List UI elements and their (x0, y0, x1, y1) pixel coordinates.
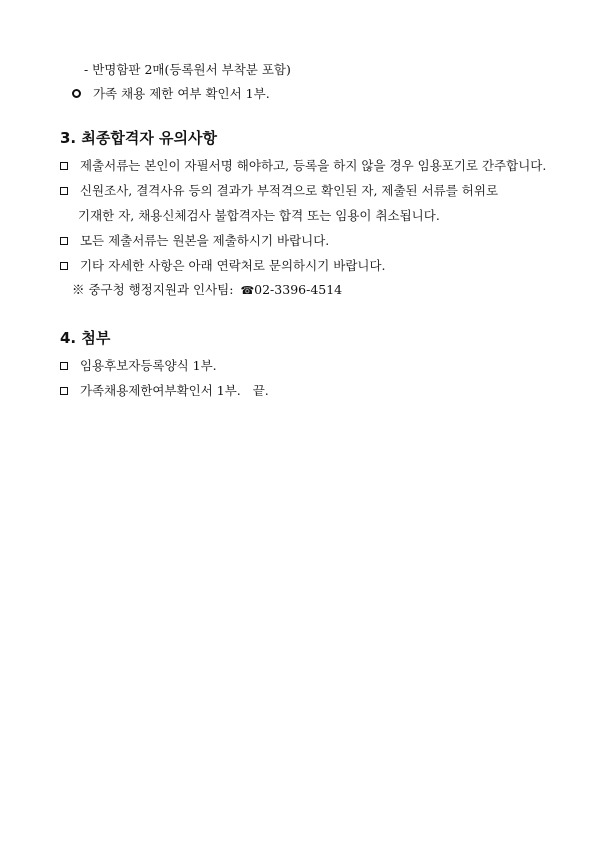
square-bullet-icon (60, 237, 68, 245)
section3-item-3-text: 모든 제출서류는 원본을 제출하시기 바랍니다. (79, 233, 330, 248)
section3-item-1 (60, 158, 546, 174)
section3-item-4 (60, 258, 386, 274)
square-bullet-icon (60, 387, 68, 395)
section3-item-2 (60, 183, 498, 199)
section3-item-2-continuation (78, 208, 440, 224)
section4-item-2-text: 가족채용제한여부확인서 1부. 끝. (79, 383, 269, 398)
section4-item-1 (60, 358, 217, 374)
section3-item-4-text: 기타 자세한 사항은 아래 연락처로 문의하시기 바랍니다. (79, 258, 386, 273)
section4-item-1-text: 임용후보자등록양식 1부. (79, 358, 217, 373)
contact-phone: 02-3396-4514 (254, 282, 343, 297)
photo-requirement-text: - 반명함판 2매(등록원서 부착분 포함) (84, 62, 291, 77)
section3-item-2-text: 신원조사, 결격사유 등의 결과가 부적격으로 확인된 자, 제출된 서류를 허위로 (79, 183, 499, 198)
contact-note-prefix: ※ 중구청 행정지원과 인사팀: (72, 282, 234, 297)
phone-icon: ☎ (240, 284, 255, 297)
section3-item-1-text: 제출서류는 본인이 자필서명 해야하고, 등록을 하지 않을 경우 임용포기로 간주합니다. (79, 158, 547, 173)
square-bullet-icon (60, 162, 68, 170)
section3-title: 3. 최종합격자 유의사항 (60, 129, 217, 147)
circle-bullet-icon (72, 89, 81, 98)
square-bullet-icon (60, 187, 68, 195)
family-confirmation-line (72, 86, 270, 102)
square-bullet-icon (60, 262, 68, 270)
section4-title: 4. 첨부 (60, 329, 111, 347)
contact-note (72, 282, 342, 299)
square-bullet-icon (60, 362, 68, 370)
section4-item-2 (60, 383, 269, 399)
section3-item-2-continuation-text: 기재한 자, 채용신체검사 불합격자는 합격 또는 임용이 취소됩니다. (78, 208, 440, 223)
photo-requirement-line (84, 62, 291, 78)
family-confirmation-text: 가족 채용 제한 여부 확인서 1부. (92, 86, 270, 101)
section3-item-3 (60, 233, 329, 249)
